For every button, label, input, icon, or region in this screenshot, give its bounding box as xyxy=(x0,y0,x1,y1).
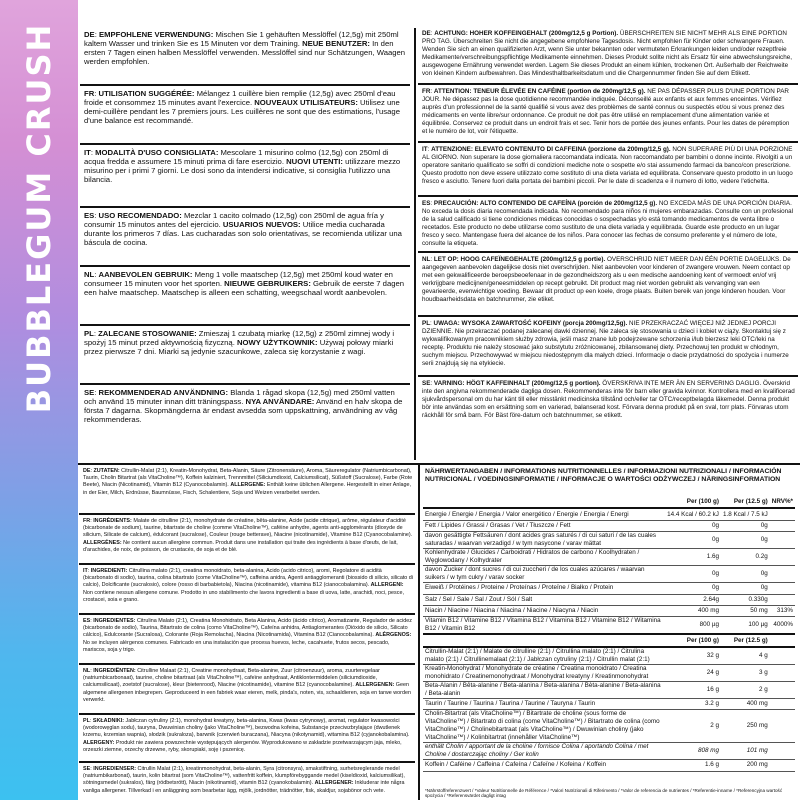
nutrition-cell xyxy=(770,566,795,583)
block-divider xyxy=(79,613,415,615)
nutrition-cell: 101 mg xyxy=(721,743,770,760)
nutrition-cell xyxy=(770,532,795,549)
warnings-block-se: SE: VARNING: HÖGT KAFFEINHALT (200mg/12,5 g portion). ÖVERSKRIVA INTE MER ÄN EN SERVERING DAGLIG. Överskrid inte den angivna rekommenderade dagliga dosen. Rekommenderas inte för barn eller gravida kvinnor. Kontrollera med en kvalificerad sjukvårdspersonal om du har känt till eller misstänkt medicinska tillstånd och/eller tar OTC/receptbelagda läkemedel. Denna produkt bör inte användas som en ersättning som en varierad, balanserad kost. Förvara denna produkt på en sval, torr plats. Förvaras utom räckhåll för små barn. För Bäst före-datum och batchnummer, se etikett. xyxy=(422,380,795,419)
lang-code: IT xyxy=(84,148,91,157)
section-text: Mischen Sie 1 gehäuften Messlöffel (12,5g) mit 250ml kaltem Wasser und trinken Sie es 15 Minuten vor dem Training. xyxy=(84,30,399,49)
section-label-2: ALLERGENI: xyxy=(370,582,404,589)
nutrition-row-2 xyxy=(423,698,795,709)
flavor-sidebar xyxy=(0,0,78,800)
nutrition-cell: davon gesättigte Fettsäuren / dont acides gras saturés / di cui saturi / de las cuales saturadas / waarvan verzadigd / w tym nasycone / varav mättat xyxy=(423,532,665,549)
block-divider xyxy=(418,83,798,85)
nutrition-cell: Taurin / Taurine / Taurina / Taurina / Taurine / Tauryna / Taurin xyxy=(423,698,665,709)
lang-code: DE xyxy=(422,30,431,37)
nutrition-cell: Per (100 g) xyxy=(665,634,721,646)
section-label: MODALITÀ D'USO CONSIGLIATA: xyxy=(95,148,219,157)
section-text: NO EXCEDA MÁS DE UNA PORCIÓN DIARIA. No exceda la dosis diaria recomendada indicada. No recomendado para niños ni mujeres embarazadas. Consulte con un profesional de la salud calificado si tiene condiciones médicas conocidas o sospechadas y/o está tomando medicamentos de venta libre o recetados. Este producto no debe utilizarse como sustituto de una dieta variada y equilibrada. Guarde este producto en un lugar fresco y seco. Mantengase fuera del alcance de los niños. Para conocer las fechas de consumo preferente y el número de lote, consulte la etiqueta. xyxy=(422,200,794,247)
section-label: EMPFOHLENE VERWENDUNG: xyxy=(98,30,214,39)
lang-code: NL xyxy=(83,668,91,674)
nutrition-cell: 24 g xyxy=(665,664,721,681)
section-text: Mezclar 1 cacito colmado (12,5g) con 250ml de agua fría y consumir 15 minutos antes del ejercicio. xyxy=(84,211,384,230)
section-label: ATTENZIONE: ELEVATO CONTENUTO DI CAFFEINA (porzione da 200mg/12,5 g). xyxy=(431,146,671,153)
section-label: INGREDIËNTEN: xyxy=(93,668,136,674)
nutrition-cell: Fett / Lipides / Grassi / Grasas / Vet / Tłuszcze / Fett xyxy=(423,520,665,531)
nutrition-cell: Per (12.5 g) xyxy=(721,634,770,646)
lang-code: SE xyxy=(422,380,431,387)
nutrition-cell: 1.6 g xyxy=(665,760,721,771)
block-divider xyxy=(80,84,410,86)
section-label: UWAGA: WYSOKA ZAWARTOŚĆ KOFEINY (porcja 200mg/12,5g). xyxy=(433,320,628,327)
section-label: PRECAUCIÓN: ALTO CONTENIDO DE CAFEÍNA (porción de 200mg/12,5 g). xyxy=(433,200,658,207)
nutrition-cell xyxy=(423,634,665,646)
section-text: Malate de citrulline (2:1), monohydrate de créatine, bêta-alanine, Acide (acide citrique), arôme, régulateur d'acidité (bicarbonate de sodium), taurine, bitartrate de choline (comme VitaCholine™), caféine anhydre, agents anti-agglomérants (dioxyde de silicium, Silicate de calcium), édulcorant (sucralose), Couleur (rouge betterave), Niacine (nicotinamide), Vitamine B12 (Cyanocobalamine). xyxy=(83,518,413,539)
nutrition-cell xyxy=(770,520,795,531)
nutrition-row-2 xyxy=(423,710,795,743)
section-label-2: ALÉRGENOS: xyxy=(375,632,412,639)
section-text-2: Använd en halv skopa de första 7 dagarna. Skopmängderna är endast avsedda som uppskattning, användning av våg rekommenderas. xyxy=(84,397,403,425)
section-text: Mélangez 1 cuillère bien remplie (12,5g) avec 250ml d'eau froide et consommez 15 minutes avant l'exercice. xyxy=(84,89,396,108)
nutrition-row-2 xyxy=(423,760,795,771)
nutrition-cell: Koffein / Caféine / Caffeina / Cafeína / Cafeïne / Kofeina / Koffein xyxy=(423,760,665,771)
nutrition-cell xyxy=(770,760,795,771)
nutrition-cell: 16 g xyxy=(665,681,721,698)
nutrition-cell: Kohlenhydrate / Glucides / Carboidrati / Hidratos de carbono / Koolhydraten / Węglowodany / Kolhydrater xyxy=(423,549,665,566)
section-label: ZUTATEN: xyxy=(93,468,120,474)
section-label-2: NIEUWE GEBRUIKERS: xyxy=(224,279,311,289)
section-text-2: Non contiene nessun allergene comune. Prodotto in uno stabilimento che lavora ingredienti a base di uova, latte, arachidi, noci, pesce, crostacei, soia e grano. xyxy=(83,589,404,603)
lang-code: FR xyxy=(83,518,91,524)
section-label-2: NOWY UŻYTKOWNIK: xyxy=(236,338,318,348)
nutrition-row-2 xyxy=(423,647,795,665)
nutrition-cell: 2 g xyxy=(721,681,770,698)
block-divider xyxy=(80,383,410,385)
section-label: REKOMMENDERAD ANVÄNDNING: xyxy=(98,388,229,397)
nutrition-cell xyxy=(770,743,795,760)
nutrition-cell: 14.4 Kcal / 60.2 kJ xyxy=(665,508,721,520)
section-label: UTILISATION SUGGÉRÉE: xyxy=(98,89,195,98)
lang-code: SE xyxy=(83,766,91,772)
block-divider xyxy=(80,143,410,145)
section-label-2: ALLERGENE: xyxy=(230,482,266,489)
section-text: Zmieszaj 1 czubatą miarkę (12,5g) z 250ml zimnej wody i spożyj 15 minut przed aktywnością fizyczną. xyxy=(84,329,395,348)
lang-code: PL xyxy=(422,320,431,327)
nutrition-cell: 200 mg xyxy=(721,760,770,771)
block-divider xyxy=(418,195,798,197)
section-label: INGRÉDIENTS: xyxy=(93,518,132,524)
warnings-block-es: ES: PRECAUCIÓN: ALTO CONTENIDO DE CAFEÍNA (porción de 200mg/12,5 g). NO EXCEDA MÁS DE UNA PORCIÓN DIARIA. No exceda la dosis diaria recomendada indicada. No recomendado para niños ni mujeres embarazadas. Consulte con un profesional de la salud calificado si tiene condiciones médicas conocidas o sospechadas y/o está tomando medicamentos de venta libre o recetados. Este producto no debe utilizarse como sustituto de una dieta variada y equilibrada. Guarde este producto en un lugar fresco y seco. Mantengase fuera del alcance de los niños. Para conocer las fechas de consumo preferente y el número de lote, consulte la etiqueta. xyxy=(422,200,794,247)
section-text: Citrullina malato (2:1), creatina monoidrato, beta-alanina, Acido (acido citrico), aromi, Regolatore di acidità (bicarbonato di sodio), taurina, colina bitartrato (come VitaCholine™), caffeina anidra, Agenti antiagglomeranti (biossido di silicio, silicato di calcio), Dolcificante (sucralosio), colore (rosso di barbabietola), Niacina (nicotinamide), vitamina B12 (cianocobalamina). xyxy=(83,568,414,589)
section-label: ZALECANE STOSOWANIE: xyxy=(98,329,197,338)
nutrition-header-row-2 xyxy=(423,634,795,646)
nutrition-cell: 0g xyxy=(665,532,721,549)
nutrition-row xyxy=(423,532,795,549)
ingredients-block-it: IT: INGREDIENTI: Citrullina malato (2:1), creatina monoidrato, beta-alanina, Acido (acido citrico), aromi, Regolatore di acidità (bicarbonato di sodio), taurina, colina bitartrato (come VitaCholine™), caffeina anidra, Agenti antiagglomeranti (biossido di silicio, silicato di calcio), Dolcificante (sucralosio), colore (rosso di barbabietola), Niacina (nicotinamide), vitamina B12 (cianocobalamina). ALLERGENI: Non contiene nessun allergene comune. Prodotto in uno stabilimento che lavora ingredienti a base di uova, latte, arachidi, noci, pesce, crostacei, soia e grano. xyxy=(83,568,414,603)
block-divider xyxy=(79,663,415,665)
section-divider xyxy=(78,463,800,465)
section-text-2: Utilice media cucharada durante los primeros 7 días. Las cucharadas son solo orientativas, se recomienda utilizar una báscula de cocina. xyxy=(84,220,402,248)
nutrition-cell: 0g xyxy=(721,520,770,531)
nutrition-cell: 3 g xyxy=(721,664,770,681)
nutrition-cell: enthält Cholin / apportant de la choline / fornisce Colina / aportando Colina / met Choline / dostarczając choliny / Ger kolin xyxy=(423,743,665,760)
nutrition-row xyxy=(423,583,795,594)
section-text: Meng 1 volle maatschep (12,5g) met 250ml koud water en consumeer 15 minuten voor het sporten. xyxy=(84,270,393,289)
section-label-2: NUOVI UTENTI: xyxy=(286,157,343,167)
block-divider xyxy=(418,315,798,317)
nutrition-cell: 0.330g xyxy=(721,594,770,605)
usage-block-es: ES: USO RECOMENDADO: Mezclar 1 cacito colmado (12,5g) con 250ml de agua fría y consumir 15 minutos antes del ejercicio. USUARIOS NUEVOS: Utilice media cucharada durante los primeros 7 días. Las cucharadas son solo orientativas, se recomienda utilizar una báscula de cocina. xyxy=(84,211,402,248)
nutrition-row xyxy=(423,617,795,635)
section-text: ÜBERSCHREITEN SIE NICHT MEHR ALS EINE PORTION PRO TAG. Überschreiten Sie nicht die angegebene empfohlene Tagesdosis. Nicht empfohlen für Kinder oder schwangere Frauen. Wenden Sie sich an einen qualifizierten Arzt, wenn Sie unter bekannten oder vermuteten Erkrankungen leiden und/oder rezeptfreie Medikamente/verschreibungspflichtige Medikamente einnehmen. Dieses Produkt sollte nicht als Ersatz für eine abwechslungsreiche, ausgewogene Ernährung verwendet werden. Lagern Sie dieses Produkt an einem kühlen, trockenen Ort. Außerhalb der Reichweite von kleinen Kindern aufbewahren. Das Mindesthaltbarkeitsdatum und die Chargennummer finden Sie auf dem Etikett. xyxy=(422,30,792,77)
warnings-block-fr: FR: ATTENTION: TENEUR ÉLEVÉE EN CAFÉINE (portion de 200mg/12,5 g). NE PAS DÉPASSER PLUS D'UNE PORTION PAR JOUR. Ne dépassez pas la dose quotidienne recommandée indiquée. Déconseillé aux enfants et aux femmes enceintes. Vérifiez auprès d'un professionnel de la santé qualifié si vous avez des problèmes de santé connus ou suspectés et/ou si vous prenez des médicaments en vente libre/sur ordonnance. Ce produit ne doit pas être utilisé en remplacement d'une alimentation variée et équilibrée. Conservez ce produit dans un endroit frais et sec. Tenir hors de portée des jeunes enfants. Pour les dates de péremption et le numéro de lot, voir l'étiquette. xyxy=(422,88,790,135)
nutrition-cell xyxy=(770,549,795,566)
section-label: USO RECOMENDADO: xyxy=(98,211,182,220)
lang-code: ES xyxy=(83,618,91,624)
section-text-2: Utilisez une demi-cuillère pendant les 7 premiers jours. Les cuillères ne sont que des estimations, l'usage d'une balance est recommandé. xyxy=(84,98,400,126)
section-label: INGREDIENSER: xyxy=(93,766,137,772)
section-text-2: Używaj połowy miarki przez pierwsze 7 dni. Miarki są jedynie szacunkowe, zaleca się korzystanie z wagi. xyxy=(84,338,394,357)
column-divider xyxy=(414,28,416,460)
nutrition-cell: 1.8 Kcal / 7.5 kJ xyxy=(721,508,770,520)
nutrition-header-row xyxy=(423,497,795,508)
section-label: ACHTUNG: HOHER KOFFEINGEHALT (200mg/12,5 g Portion). xyxy=(434,30,619,37)
nutrition-row xyxy=(423,549,795,566)
nutrition-row-2 xyxy=(423,743,795,760)
warnings-block-it: IT: ATTENZIONE: ELEVATO CONTENUTO DI CAFFEINA (porzione da 200mg/12,5 g). NON SUPERARE PIÙ DI UNA PORZIONE AL GIORNO. Non superare la dose giornaliera raccomandata indicata. Non raccomandato per bambini o donne incinte. Rivolgiti a un operatore sanitario qualificato se soffri di condizioni mediche note o sospette e/o stai assumendo farmaci da banco/con prescrizione. Questo prodotto non deve essere utilizzato come sostituto di una dieta variata ed equilibrata. Conservare questo prodotto in un luogo fresco e asciutto. Tenere fuori dalla portata dei bambini piccoli. Per le date di scadenza e il numero di lotto, vedere l'etichetta. xyxy=(422,146,793,185)
lang-code: PL xyxy=(83,718,90,724)
nutrition-cell: 313% xyxy=(770,605,795,616)
warnings-block-pl: PL: UWAGA: WYSOKA ZAWARTOŚĆ KOFEINY (porcja 200mg/12,5g). NIE PRZEKRACZAĆ WIĘCEJ NIŻ JEDNEJ PORCJI DZIENNIE. Nie przekraczać podanej zalecanej dawki dziennej. Nie zaleca się stosowania u dzieci i kobiet w ciąży. Skontaktuj się z wykwalifikowanym pracownikiem służby zdrowia, jeśli masz znane lub podejrzewane schorzenia i/lub bierzesz leki OTC/leki na receptę. Produktu nie należy stosować jako substytutu zróżnicowanej, zbilansowanej diety. Przechowuj ten produkt w chłodnym, suchym miejscu. Przechowywać w miejscu niedostępnym dla małych dzieci. Informacje o dacie przydatności do spożycia i numerze serii znajdują się na etykiecie. xyxy=(422,320,789,367)
usage-block-it: IT: MODALITÀ D'USO CONSIGLIATA: Mescolare 1 misurino colmo (12,5g) con 250ml di acqua fredda e assumere 15 minuti prima di fare esercizio. NUOVI UTENTI: utilizzare mezzo misurino per i primi 7 giorni. Le dosi sono da intendersi indicative, si consiglia l'utilizzo una bilancia. xyxy=(84,148,401,185)
lang-code: NL xyxy=(84,270,95,279)
section-text: ÖVERSKRIVA INTE MER ÄN EN SERVERING DAGLIG. Överskrid inte den angivna rekommenderade dagliga dosen. Rekommenderas inte för barn eller gravida kvinnor. Kontrollera med en kvalificerad sjukvårdspersonal om du har känt till eller misstänkt medicinska tillstånd och/eller tar OTC/receptbelagda läkemedel. Denna produkt bör inte användas som en ersättning som en varierad, balanserad kost. Förvara denna produkt på en sval, torr plats. Förvaras utom räckhåll för små barn. För Bäst före-datum och batchnummer, se etikett. xyxy=(422,380,795,419)
nutrition-cell: Niacin / Niacine / Niacina / Niacina / Niacine / Niacyna / Niacin xyxy=(423,605,665,616)
warnings-block-nl: NL: LET OP: HOOG CAFEÏNEGEHALTE (200mg/12,5 g portie). OVERSCHRIJD NIET MEER DAN ÉÉN PORTIE DAGELIJKS. De aangegeven aanbevolen dagelijkse dosis niet overschrijden. Niet aanbevolen voor kinderen of zwangere vrouwen. Neem contact op met een gekwalificeerde beroepsbeoefenaar in de gezondheidszorg als u een medische aandoening kent of vermoedt en/of vrij verkrijgbare medicijnen/geneesmiddelen op recept gebruikt. Dit product mag niet worden gebruikt als vervanging van een gevarieerde, evenwichtige voeding. Bewaar dit product op een koele, droge plaats. Buiten bereik van jonge kinderen houden. Voor houdbaarheidsdata en batchnummer, zie etiket. xyxy=(422,256,791,303)
lang-code: FR xyxy=(422,88,431,95)
nutrition-cell: 250 mg xyxy=(721,710,770,743)
lang-code: ES xyxy=(422,200,431,207)
section-label-2: NEUE BENUTZER: xyxy=(302,39,370,49)
ingredients-block-de: DE: ZUTATEN: Citrullin-Malat (2:1), Kreatin-Monohydrat, Beta-Alanin, Säure (Zitronensäure), Aroma, Säureregulator (Natriumbicarbonat), Taurin, Cholin Bitartrat (als VitaCholine™), Koffein kalziniert, Trennmittel (Siliciumdioxid, Calciumsilicat), Süßstoff (Sucralose), Farbe (Rote Beete), Niacin (Nicotinamid), Vitamin B12 (Cyanocobalamin). ALLERGENE: Enthält keine üblichen Allergene. Hergestellt in einer Anlage, in der Eier, Milch, Erdnüsse, Baumnüsse, Fisch, Schalentiere, Soja und Weizen verarbeitet werden. xyxy=(83,468,413,496)
section-text: Blanda 1 rågad skopa (12,5g) med 250ml vatten och använd 15 minuter innan ditt träningspass. xyxy=(84,388,395,407)
column-divider-lower xyxy=(418,463,420,800)
nutrition-cell: 0g xyxy=(665,583,721,594)
section-text-2: Gebruik de eerste 7 dagen een halve maatschep. Maatschep is alleen een schatting, weegschaal wordt aanbevolen. xyxy=(84,279,405,298)
nutrition-cell xyxy=(770,594,795,605)
nutrition-title: NÄHRWERTANGABEN / INFORMATIONS NUTRITIONNELLES / INFORMAZIONI NUTRIZIONALI / INFORMACIÓN NUTRICIONAL / VOEDINGSINFORMATIE / INFORMACJE O WARTOŚCI ODŻYWCZEJ / NÄRINGSINFORMATION xyxy=(425,468,782,484)
nutrition-cell: 0g xyxy=(665,566,721,583)
nutrition-cell: 0.2g xyxy=(721,549,770,566)
block-divider xyxy=(80,324,410,326)
lang-code: IT xyxy=(422,146,428,153)
nutrition-row xyxy=(423,520,795,531)
section-text-2: utilizzare mezzo misurino per i primi 7 giorni. Le dosi sono da intendersi indicative, si consiglia l'utilizzo una bilancia. xyxy=(84,157,401,185)
nutrition-cell: 3.2 g xyxy=(665,698,721,709)
ingredients-block-fr: FR: INGRÉDIENTS: Malate de citrulline (2:1), monohydrate de créatine, bêta-alanine, Acide (acide citrique), arôme, régulateur d'acidité (bicarbonate de sodium), taurine, bitartrate de choline (comme VitaCholine™), caféine anhydre, agents anti-agglomérants (dioxyde de silicium, Silicate de calcium), édulcorant (sucralose), Couleur (rouge betterave), Niacine (nicotinamide), Vitamine B12 (Cyanocobalamine). ALLERGÈNES: Ne contient aucun allergène commun. Produit dans une installation qui traite des ingrédients à base d'œufs, de lait, d'arachides, de noix, de poisson, de crustacés, de soja et de blé. xyxy=(83,518,413,553)
nutrition-cell: NRV%* xyxy=(770,497,795,508)
nutrition-cell: 0g xyxy=(721,532,770,549)
nutrition-cell: Energie / Energie / Energia / Valor energético / Energie / Energia / Energi xyxy=(423,508,665,520)
nutrition-cell: Eiweiß / Protéines / Proteine / Proteínas / Proteïne / Białko / Protein xyxy=(423,583,665,594)
nutrition-footnote: *Nährstoffreferenzwert / *Valeur Nutritionnelle de Référence / *Valori Nutrizionali di Riferimento / *Valor de referencia de nutrientes / *Referentie-inname / *Referencyjna wartość spożycia / *Referensvärdet dagligt intag xyxy=(425,788,783,798)
usage-block-nl: NL: AANBEVOLEN GEBRUIK: Meng 1 volle maatschep (12,5g) met 250ml koud water en consumeer 15 minuten voor het sporten. NIEUWE GEBRUIKERS: Gebruik de eerste 7 dagen een halve maatschep. Maatschep is alleen een schatting, weegschaal wordt aanbevolen. xyxy=(84,270,405,298)
section-text: Citrullin-Malat (2:1), Kreatin-Monohydrat, Beta-Alanin, Säure (Zitronensäure), Aroma, Säureregulator (Natriumbicarbonat), Taurin, Cholin Bitartrat (als VitaCholine™), Koffein kalziniert, Trennmittel (Siliciumdioxid, Calciumsilicat), Süßstoff (Sucralose), Farbe (Rote Beete), Niacin (Nicotinamid), Vitamin B12 (Cyanocobalamin). xyxy=(83,468,413,489)
lang-code: DE xyxy=(84,30,95,39)
nutrition-cell: 1.6g xyxy=(665,549,721,566)
section-label-2: ALLERGENER: xyxy=(314,780,354,787)
nutrition-row-2 xyxy=(423,664,795,681)
nutrition-cell xyxy=(423,497,665,508)
nutrition-cell xyxy=(770,710,795,743)
lang-code: SE xyxy=(84,388,95,397)
nutrition-row xyxy=(423,566,795,583)
nutrition-cell: Per (12.5 g) xyxy=(721,497,770,508)
nutrition-cell xyxy=(770,647,795,665)
lang-code: IT xyxy=(83,568,88,574)
nutrition-cell: Citrullin-Malat (2:1) / Malate de citrulline (2:1) / Citrullina malato (2:1) / Citrulina malato (2:1) / Citrullinemalaat (2:1) / Jabłczan cytruliny (2:1) / Citrullin malat (2:1) xyxy=(423,647,665,665)
block-divider xyxy=(418,141,798,143)
nutrition-cell: davon Zucker / dont sucres / di cui zuccheri / de los cuales azúcares / waarvan suikers / w tym cukry / varav socker xyxy=(423,566,665,583)
nutrition-cell: 0g xyxy=(721,566,770,583)
usage-block-de: DE: EMPFOHLENE VERWENDUNG: Mischen Sie 1 gehäuften Messlöffel (12,5g) mit 250ml kaltem Wasser und trinken Sie es 15 Minuten vor dem Training. NEUE BENUTZER: In den ersten 7 Tagen einen halben Messlöffel verwenden. Messlöffel sind nur Schätzungen, Waagen werden empfohlen. xyxy=(84,30,406,67)
section-label-2: USUARIOS NUEVOS: xyxy=(222,220,301,230)
nutrition-cell: 50 mg xyxy=(721,605,770,616)
nutrition-cell: 400 mg xyxy=(665,605,721,616)
block-divider xyxy=(418,251,798,253)
nutrition-cell: 32 g xyxy=(665,647,721,665)
nutrition-cell xyxy=(770,698,795,709)
nutrition-cell: Beta-Alanin / Bêta-alanine / Beta-alanina / Beta-alanina / Bèta-alanine / Beta-alanina / Beta-alanin xyxy=(423,681,665,698)
nutrition-cell: 808 mg xyxy=(665,743,721,760)
ingredients-block-pl: PL: SKŁADNIKI: Jabłczan cytruliny (2:1), monohydrat kreatyny, beta-alanina, Kwas (kwas cytrynowy), aromat, regulator kwasowości (wodorowęglan sodu), tauryna, Dwuwinian choliny (jako VitaCholine™), bezwodna kofeina, Substancje przeciwzbrylające (dwutlenek krzemu, krzemian wapnia), słodzik (sukraloza), barwnik (czerwień buraczana), Niacyna (nikotynamid), witamina B12 (cyjanokobalamina). ALERGENY: Produkt nie zawiera powszechnie występujących alergenów. Wyprodukowano w zakładzie przetwarzającym jaja, mleko, orzeszki ziemne, orzechy drzewne, ryby, skorupiaki, soję i pszenicę. xyxy=(83,718,410,753)
lang-code: FR xyxy=(84,89,95,98)
nutrition-cell: 0g xyxy=(721,583,770,594)
nutrition-cell: Per (100 g) xyxy=(665,497,721,508)
section-text: Citrullin Malat (2:1), kreatinmonohydrat, beta-alanin, Syra (citronsyra), smakstiftning, surhetsreglerande medel (natriumbikarbonat), taurin, kolin bitartrat (som VitaCholine™), vattenfritt koffein, klumpförebyggande medel (kiseldioxid, kalciumsilikat), sötningsmedel (sukralos), färg (rödbetsrött), Niacin (nikotinamid), vitamin B12 (cyanokobalamin). xyxy=(83,766,405,787)
warnings-block-de: DE: ACHTUNG: HOHER KOFFEINGEHALT (200mg/12,5 g Portion). ÜBERSCHREITEN SIE NICHT MEHR ALS EINE PORTION PRO TAG. Überschreiten Sie nicht die angegebene empfohlene Tagesdosis. Nicht empfohlen für Kinder oder schwangere Frauen. Wenden Sie sich an einen qualifizierten Arzt, wenn Sie unter bekannten oder vermuteten Erkrankungen leiden und/oder rezeptfreie Medikamente/verschreibungspflichtige Medikamente einnehmen. Dieses Produkt sollte nicht als Ersatz für eine abwechslungsreiche, ausgewogene Ernährung verwendet werden. Lagern Sie dieses Produkt an einem kühlen, trockenen Ort. Außerhalb der Reichweite von kleinen Kindern aufbewahren. Das Mindesthaltbarkeitsdatum und die Chargennummer finden Sie auf dem Etikett. xyxy=(422,30,792,77)
nutrition-cell: 0g xyxy=(665,520,721,531)
nutrition-cell: Kreatin-Monohydrat / Monohydrate de créatine / Creatina monoidrato / Creatina monohidrato / Creatinemonohydraat / Monohydrat kreatyny / Kreatinmonohydrat xyxy=(423,664,665,681)
section-label: SKŁADNIKI: xyxy=(92,718,125,724)
nutrition-row xyxy=(423,594,795,605)
usage-block-fr: FR: UTILISATION SUGGÉRÉE: Mélangez 1 cuillère bien remplie (12,5g) avec 250ml d'eau froide et consommez 15 minutes avant l'exercice. NOUVEAUX UTILISATEURS: Utilisez une demi-cuillère pendant les 7 premiers jours. Les cuillères ne sont que des estimations, l'usage d'une balance est recommandé. xyxy=(84,89,400,126)
usage-block-pl: PL: ZALECANE STOSOWANIE: Zmieszaj 1 czubatą miarkę (12,5g) z 250ml zimnej wody i spożyj 15 minut przed aktywnością fizyczną. NOWY UŻYTKOWNIK: Używaj połowy miarki przez pierwsze 7 dni. Miarki są jedynie szacunkowe, zaleca się korzystanie z wagi. xyxy=(84,329,395,357)
nutrition-row xyxy=(423,508,795,520)
nutrition-cell: 4 g xyxy=(721,647,770,665)
block-divider xyxy=(79,713,415,715)
lang-code: ES xyxy=(84,211,95,220)
section-label: LET OP: HOOG CAFEÏNEGEHALTE (200mg/12,5 g portie). xyxy=(433,256,606,263)
section-label-2: ALLERGENEN: xyxy=(355,682,395,689)
nutrition-cell xyxy=(770,664,795,681)
section-label: AANBEVOLEN GEBRUIK: xyxy=(98,270,193,279)
nutrition-row xyxy=(423,605,795,616)
nutrition-cell xyxy=(770,508,795,520)
block-divider xyxy=(418,375,798,377)
section-text: NIE PRZEKRACZAĆ WIĘCEJ NIŻ JEDNEJ PORCJI DZIENNIE. Nie przekraczać podanej zalecanej dawki dziennej. Nie zaleca się stosowania u dzieci i kobiet w ciąży. Skontaktuj się z wykwalifikowanym pracownikiem służby zdrowia, jeśli masz znane lub podejrzewane schorzenia i/lub bierzesz leki OTC/leki na receptę. Produktu nie należy stosować jako substytutu zróżnicowanej, zbilansowanej diety. Przechowuj ten produkt w chłodnym, suchym miejscu. Przechowywać w miejscu niedostępnym dla małych dzieci. Informacje o dacie przydatności do spożycia i numerze serii znajdują się na etykiecie. xyxy=(422,320,789,367)
ingredients-block-se: SE: INGREDIENSER: Citrullin Malat (2:1), kreatinmonohydrat, beta-alanin, Syra (citronsyra), smakstiftning, surhetsreglerande medel (natriumbikarbonat), taurin, kolin bitartrat (som VitaCholine™), vattenfritt koffein, klumpförebyggande medel (kiseldioxid, kalciumsilikat), sötningsmedel (sukralos), färg (rödbetsrött), Niacin (nikotinamid), vitamin B12 (cyanokobalamin). ALLERGENER: Inkluderar inte några vanliga allergener. Tillverkad i en anläggning som bearbetar ägg, mjölk, jordnötter, trädnötter, fisk, skaldjur, sojabönor och vete. xyxy=(83,766,405,794)
nutrition-row-2 xyxy=(423,681,795,698)
section-text: Mescolare 1 misurino colmo (12,5g) con 250ml di acqua fredda e assumere 15 minuti prima di fare esercizio. xyxy=(84,148,389,167)
block-divider xyxy=(79,513,415,515)
section-label-2: ALERGENY: xyxy=(83,739,115,746)
nutrition-cell: 2 g xyxy=(665,710,721,743)
section-label-2: ALLERGÈNES: xyxy=(83,539,122,546)
nutrition-table xyxy=(423,497,795,772)
section-label: VARNING: HÖGT KAFFEINHALT (200mg/12,5 g portion). xyxy=(433,380,601,387)
block-divider xyxy=(80,265,410,267)
section-text: NON SUPERARE PIÙ DI UNA PORZIONE AL GIORNO. Non superare la dose giornaliera raccomandata indicata. Non raccomandato per bambini o donne incinte. Rivolgiti a un operatore sanitario qualificato se soffri di condizioni mediche note o sospette e/o stai assumendo farmaci da banco/con prescrizione. Questo prodotto non deve essere utilizzato come sostituto di una dieta variata ed equilibrata. Conservare questo prodotto in un luogo fresco e asciutto. Tenere fuori dalla portata dei bambini piccoli. Per le date di scadenza e il numero di lotto, vedere l'etichetta. xyxy=(422,146,793,185)
section-text-2: In den ersten 7 Tagen einen halben Messlöffel verwenden. Messlöffel sind nur Schätzungen, Waagen werden empfohlen. xyxy=(84,39,406,67)
section-text-2: No se incluyen alérgenos comunes. Fabricado en una instalación que procesa huevos, leche, cacahuete, frutos secos, pescado, mariscos, soja y trigo. xyxy=(83,639,390,653)
ingredients-block-nl: NL: INGREDIËNTEN: Citrulline Malaat (2:1), Creatine monohydraat, Beta-alanine, Zuur (citroenzuur), aroma, zuurteregelaar (natriumbicarbonaat), taurine, choline bitartraat (als VitaCholine™), cafeïne anhydraat, Antiklontermiddelen (siliciumdioxide, calciumsilicaat), zoetstof (sucralose), kleur (bietenrood), Niacine (nicotinamide), vitamine B12 (cyanocobalamine). ALLERGENEN: Geen algemene allergenen inbegrepen. Geproduceerd in een fabriek waar eieren, melk, pinda's, noten, vis, schaaldieren, soja en tarwe worden verwerkt. xyxy=(83,668,411,703)
section-label-2: NYA ANVÄNDARE: xyxy=(245,397,315,407)
nutrition-cell: Cholin-Bitartrat (als VitaCholine™) / Bitartrate de choline (sous forme de VitaCholine™) / Bitartrato di colina (come VitaCholine™) / Bitartrato de colina (como VitaCholine™) / Cholinebitartraat (als VitaCholine™) / Dwuwinian choliny (jako VitaCholine™) / Kolinbitartrat (innehåller VitaCholine™) xyxy=(423,710,665,743)
nutrition-cell: Vitamin B12 / Vitamine B12 / Vitamina B12 / Vitamina B12 / Vitamine B12 / Witamina B12 / Vitamin B12 xyxy=(423,617,665,635)
nutrition-cell: 4000% xyxy=(770,617,795,635)
nutrition-cell: 2.64g xyxy=(665,594,721,605)
block-divider xyxy=(80,206,410,208)
section-text-2: Enthält keine üblichen Allergene. Hergestellt in einer Anlage, in der Eier, Milch, Erdnüsse, Baumnüsse, Fisch, Schalentiere, Soja und Weizen verarbeitet werden. xyxy=(83,482,412,496)
block-divider xyxy=(79,563,415,565)
product-title: BUBBLEGUM CRUSH xyxy=(20,22,58,414)
section-text: Citrulina Malato (2:1), Creatina Monohidrato, Beta Alanina, Acido (ácido cítrico), Aromatizante, Regulador de acidez (bicarbonato de sodio), Taurina, Bitartrato de colina (como VitaCholine™), Cafeína anhidra, Antiaglomerantes (Dióxido de silicio, Silicato cálcico), Edulcorante (Sucralosa), Colorante (Roja Remolacha), Niacina (Nicotinamida), Vitamina B12 (Cianocobalamina). xyxy=(83,618,413,639)
section-text-2: Geen algemene allergenen inbegrepen. Geproduceerd in een fabriek waar eieren, melk, pinda's, noten, vis, schaaldieren, soja en tarwe worden verwerkt. xyxy=(83,682,411,703)
nutrition-cell: 400 mg xyxy=(721,698,770,709)
section-label: INGREDIENTES: xyxy=(93,618,136,624)
nutrition-cell: 100 µg xyxy=(721,617,770,635)
section-text: NE PAS DÉPASSER PLUS D'UNE PORTION PAR JOUR. Ne dépassez pas la dose quotidienne recommandée indiquée. Déconseillé aux enfants et aux femmes enceintes. Vérifiez auprès d'un professionnel de la santé qualifié si vous avez des problèmes de santé connus ou suspectés et/ou si vous prenez des médicaments en vente libre/sur ordonnance. Ce produit ne doit pas être utilisé en remplacement d'une alimentation variée et équilibrée. Conservez ce produit dans un endroit frais et sec. Tenir hors de portée des jeunes enfants. Pour les dates de péremption et le numéro de lot, voir l'étiquette. xyxy=(422,88,790,135)
section-text: Citrulline Malaat (2:1), Creatine monohydraat, Beta-alanine, Zuur (citroenzuur), aroma, zuurteregelaar (natriumbicarbonaat), taurine, choline bitartraat (als VitaCholine™), cafeïne anhydraat, Antiklontermiddelen (siliciumdioxide, calciumsilicaat), zoetstof (sucralose), kleur (bietenrood), Niacine (nicotinamide), vitamine B12 (cyanocobalamine). xyxy=(83,668,380,689)
section-label: INGREDIENTI: xyxy=(90,568,128,574)
section-text-2: Inkluderar inte några vanliga allergener. Tillverkad i en anläggning som bearbetar ägg, mjölk, jordnötter, trädnötter, fisk, skaldjur, sojabönor och vete. xyxy=(83,780,405,794)
nutrition-cell xyxy=(770,583,795,594)
section-text: OVERSCHRIJD NIET MEER DAN ÉÉN PORTIE DAGELIJKS. De aangegeven aanbevolen dagelijkse dosis niet overschrijden. Niet aanbevolen voor kinderen of zwangere vrouwen. Neem contact op met een gekwalificeerde beroepsbeoefenaar in de gezondheidszorg als u een medische aandoening kent of vermoedt en/of vrij verkrijgbare medicijnen/geneesmiddelen op recept gebruikt. Dit product mag niet worden gebruikt als vervanging van een gevarieerde, evenwichtige voeding. Bewaar dit product op een koele, droge plaats. Buiten bereik van jonge kinderen houden. Voor houdbaarheidsdata en batchnummer, zie etiket. xyxy=(422,256,791,303)
nutrition-cell: 800 µg xyxy=(665,617,721,635)
nutrition-cell xyxy=(770,634,795,646)
lang-code: DE xyxy=(83,468,91,474)
nutrition-cell xyxy=(770,681,795,698)
ingredients-block-es: ES: INGREDIENTES: Citrulina Malato (2:1), Creatina Monohidrato, Beta Alanina, Acido (ácido cítrico), Aromatizante, Regulador de acidez (bicarbonato de sodio), Taurina, Bitartrato de colina (como VitaCholine™), Cafeína anhidra, Antiaglomerantes (Dióxido de silicio, Silicato cálcico), Edulcorante (Sucralosa), Colorante (Roja Remolacha), Niacina (Nicotinamida), Vitamina B12 (Cianocobalamina). ALÉRGENOS: No se incluyen alérgenos comunes. Fabricado en una instalación que procesa huevos, leche, cacahuete, frutos secos, pescado, mariscos, soja y trigo. xyxy=(83,618,413,653)
section-label: ATTENTION: TENEUR ÉLEVÉE EN CAFÉINE (portion de 200mg/12,5 g). xyxy=(433,88,646,95)
usage-block-se: SE: REKOMMENDERAD ANVÄNDNING: Blanda 1 rågad skopa (12,5g) med 250ml vatten och använd 15 minuter innan ditt träningspass. NYA ANVÄNDARE: Använd en halv skopa de första 7 dagarna. Skopmängderna är endast avsedda som uppskattning, användning av våg rekommenderas. xyxy=(84,388,403,425)
block-divider xyxy=(79,761,415,763)
section-text-2: Produkt nie zawiera powszechnie występujących alergenów. Wyprodukowano w zakładzie przetwarzającym jaja, mleko, orzeszki ziemne, orzechy drzewne, ryby, skorupiaki, soję i pszenicę. xyxy=(83,739,402,753)
section-label-2: NOUVEAUX UTILISATEURS: xyxy=(254,98,358,108)
nutrition-cell: Salz / Sel / Sale / Sal / Zout / Sól / Salt xyxy=(423,594,665,605)
section-text: Jabłczan cytruliny (2:1), monohydrat kreatyny, beta-alanina, Kwas (kwas cytrynowy), aromat, regulator kwasowości (wodorowęglan sodu), tauryna, Dwuwinian choliny (jako VitaCholine™), bezwodna kofeina, Substancje przeciwzbrylające (dwutlenek krzemu, krzemian wapnia), słodzik (sukraloza), barwnik (czerwień buraczana), Niacyna (nikotynamid), witamina B12 (cyjanokobalamina). xyxy=(83,718,410,739)
lang-code: NL xyxy=(422,256,431,263)
section-text-2: Ne contient aucun allergène commun. Produit dans une installation qui traite des ingrédients à base d'œufs, de lait, d'arachides, de noix, de poisson, de crustacés, de soja et de blé. xyxy=(83,539,398,553)
lang-code: PL xyxy=(84,329,94,338)
